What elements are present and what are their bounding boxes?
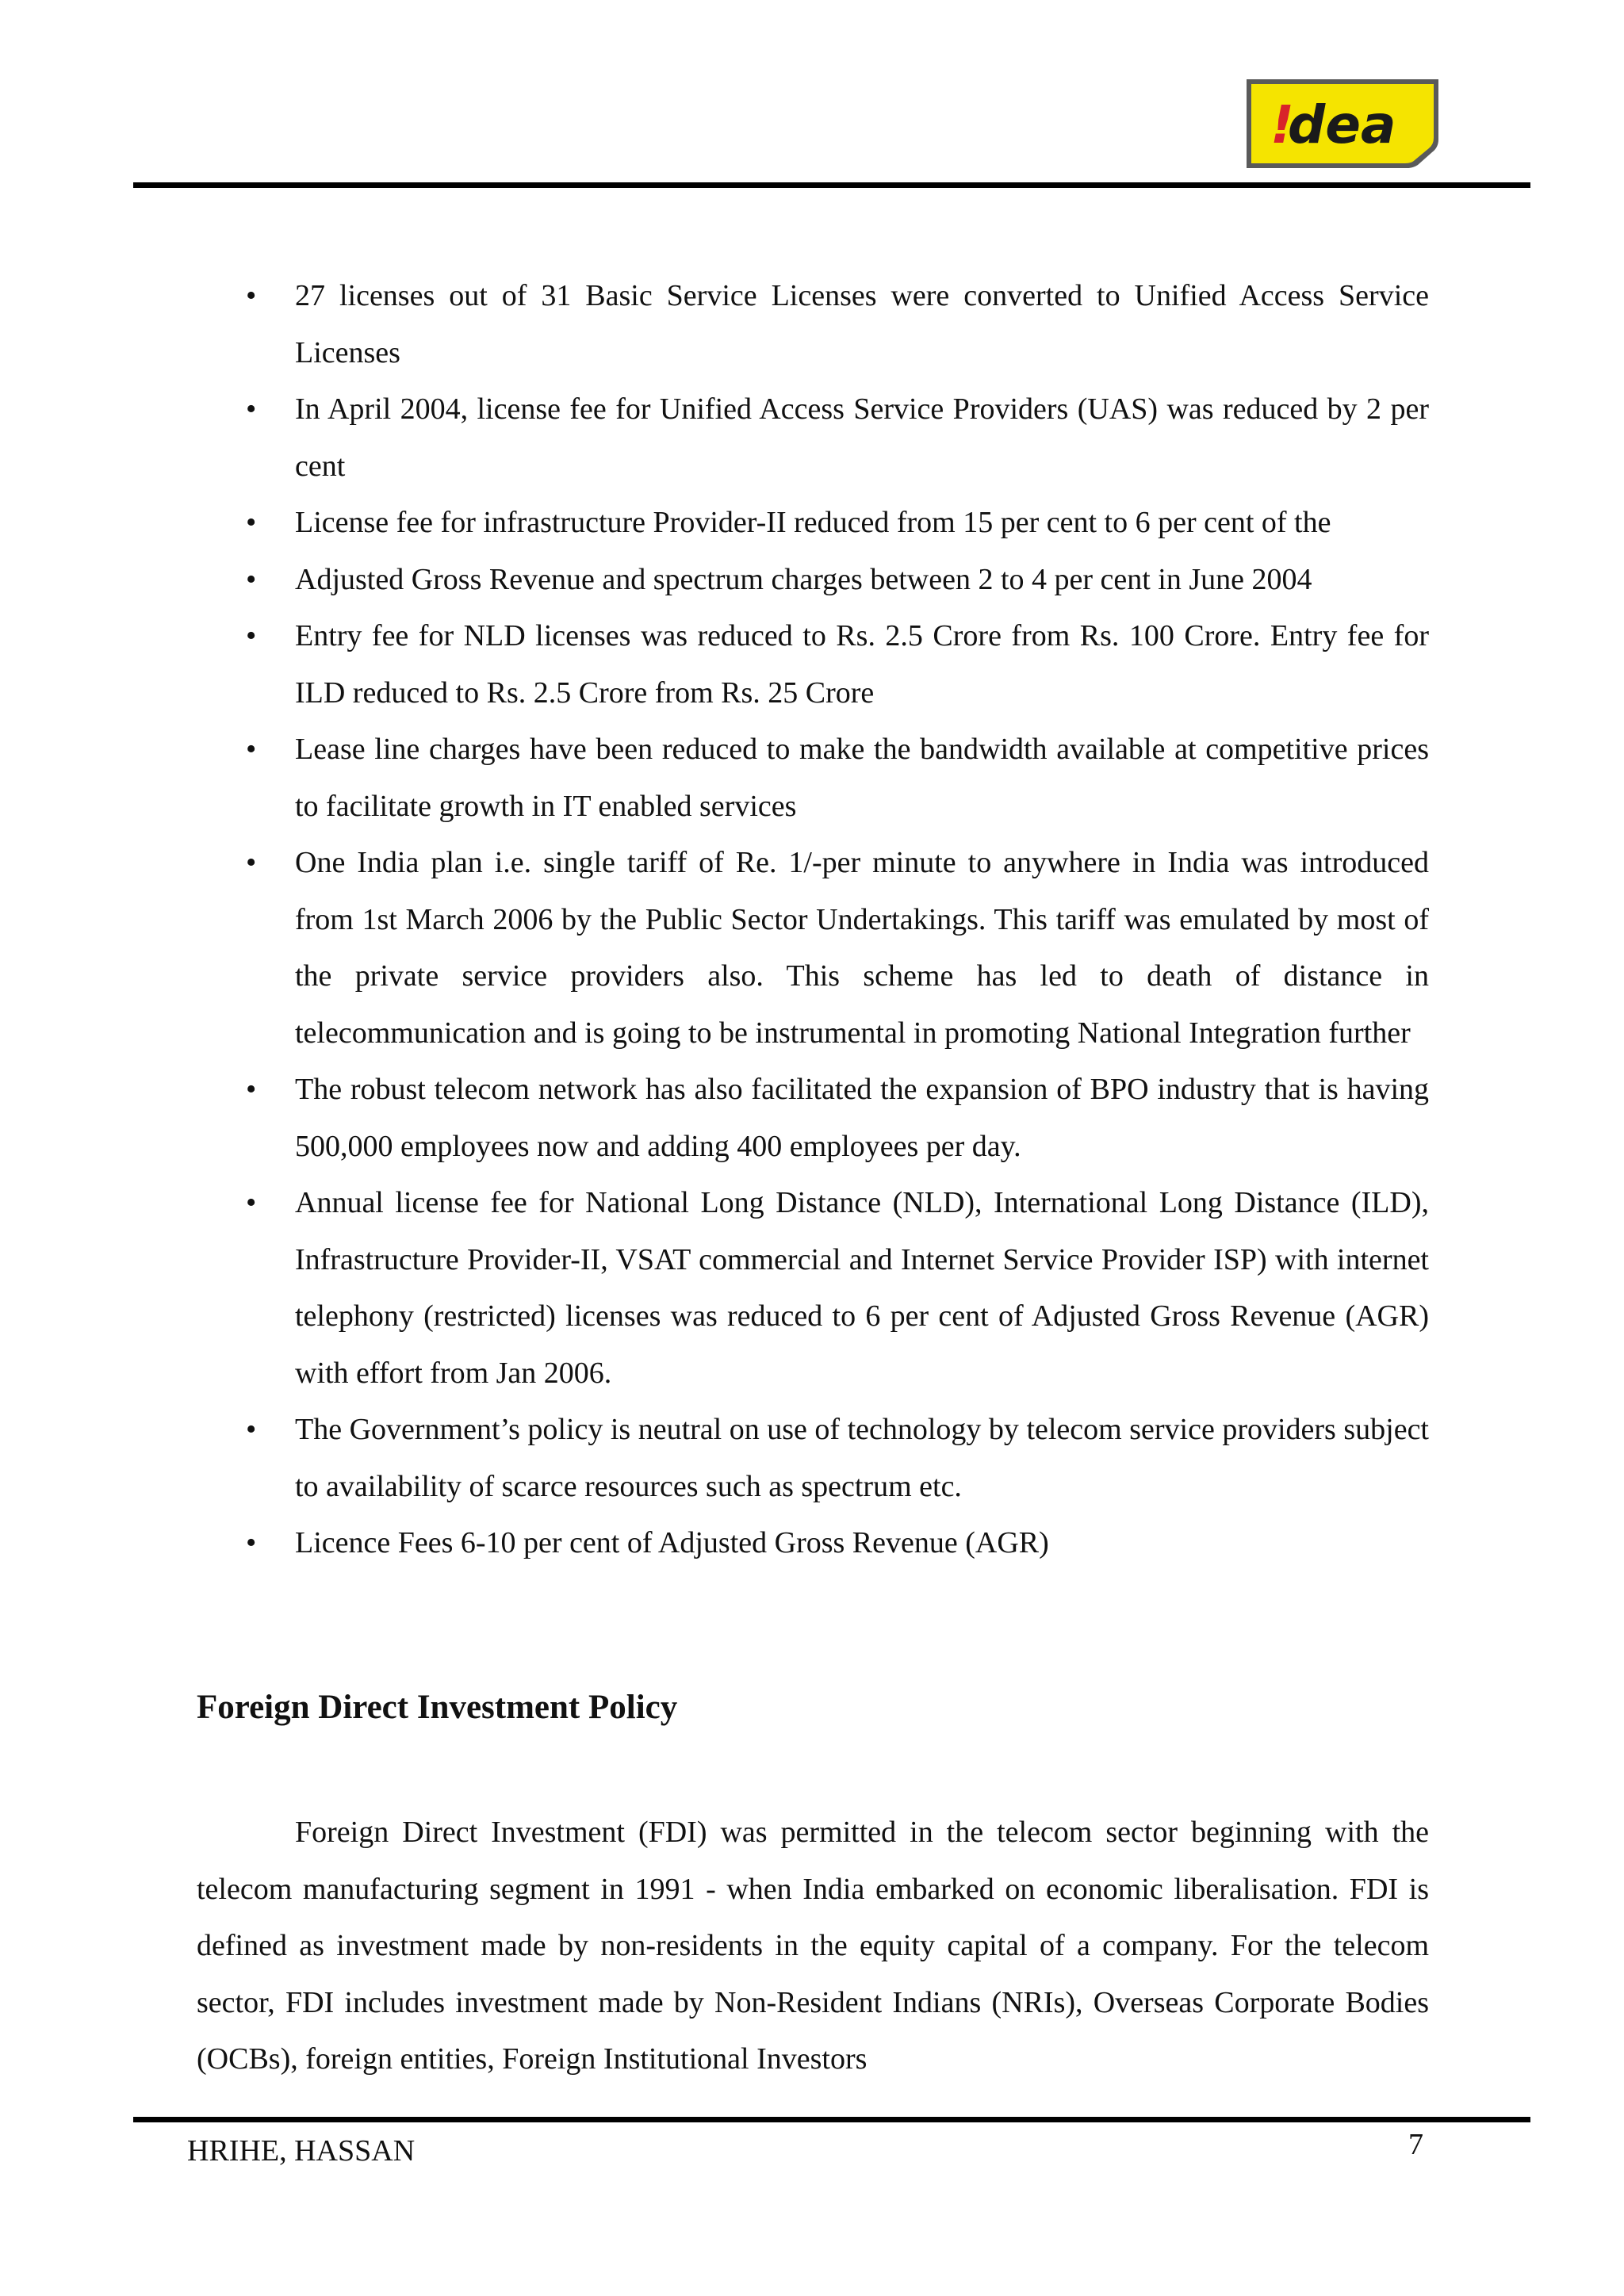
- idea-logo: [1239, 73, 1446, 174]
- fdi-paragraph: Foreign Direct Investment (FDI) was permitted in the telecom sector beginning with the telecom manufacturing segment in 1991 - when India embarked on economic liberalisation. FDI is defined as investment made by non-residents in the equity capital of a company. For the telecom sector, FDI includes investment made by Non-Resident Indians (NRIs), Overseas Corporate Bodies (OCBs), foreign entities, Foreign Institutional Investors: [197, 1816, 1429, 2076]
- bullet-marker: •: [246, 1413, 257, 1446]
- logo-exclamation: !: [1270, 94, 1295, 155]
- bullet-text: 27 licenses out of 31 Basic Service Licenses were converted to Unified Access Service Licenses: [295, 279, 1429, 369]
- bullet-item: [238, 1175, 1429, 1402]
- bullet-marker: •: [246, 1526, 257, 1559]
- bullet-text: The Government’s policy is neutral on use of technology by telecom service providers subject to availability of scarce resources such as spectrum etc.: [295, 1413, 1429, 1503]
- bullet-item: [238, 552, 1429, 609]
- bullet-text: Licence Fees 6-10 per cent of Adjusted Gross Revenue (AGR): [295, 1526, 1049, 1559]
- bullet-item: [238, 381, 1429, 495]
- bullet-item: [238, 608, 1429, 721]
- bullet-item: [238, 835, 1429, 1062]
- bullet-item: [238, 1402, 1429, 1515]
- idea-logo-graphic: [1239, 73, 1446, 174]
- bullet-text: Lease line charges have been reduced to make the bandwidth available at competitive prices to facilitate growth in IT enabled services: [295, 733, 1429, 823]
- policy-bullet-list: [238, 268, 1429, 1572]
- bullet-item: [238, 1062, 1429, 1175]
- bullet-item: [238, 268, 1429, 381]
- header-rule: [133, 182, 1530, 188]
- bullet-text: Adjusted Gross Revenue and spectrum charges between 2 to 4 per cent in June 2004: [295, 562, 1312, 596]
- bullet-marker: •: [246, 1073, 257, 1106]
- bullet-marker: •: [246, 279, 257, 312]
- bullet-item: [238, 495, 1429, 552]
- bullet-text: The robust telecom network has also facilitated the expansion of BPO industry that is having 500,000 employees now and adding 400 employees per day.: [295, 1073, 1429, 1163]
- section-heading: Foreign Direct Investment Policy: [197, 1689, 678, 1726]
- page-number: 7: [1408, 2128, 1423, 2161]
- bullet-marker: •: [246, 733, 257, 766]
- bullet-text: Annual license fee for National Long Distance (NLD), International Long Distance (ILD), Infrastructure Provider-II, VSAT commercial and Internet Service Provider ISP) with internet telephony (restricted) licenses was reduced to 6 per cent of Adjusted Gross Revenue (AGR) with effort from Jan 2006.: [295, 1186, 1429, 1390]
- bullet-text: Entry fee for NLD licenses was reduced to Rs. 2.5 Crore from Rs. 100 Crore. Entry fee for ILD reduced to Rs. 2.5 Crore from Rs. 25 Crore: [295, 619, 1429, 710]
- bullet-text: License fee for infrastructure Provider-II reduced from 15 per cent to 6 per cent of the: [295, 506, 1331, 539]
- bullet-marker: •: [246, 562, 257, 596]
- bullet-text: One India plan i.e. single tariff of Re. 1/-per minute to anywhere in India was introduced from 1st March 2006 by the Public Sector Undertakings. This tariff was emulated by most of the private service providers also. This scheme has led to death of distance in telecommunication and is going to be instrumental in promoting National Integration further: [295, 846, 1429, 1050]
- bullet-marker: •: [246, 619, 257, 652]
- bullet-marker: •: [246, 1186, 257, 1219]
- bullet-item: [238, 721, 1429, 835]
- bullet-text: In April 2004, license fee for Unified Access Service Providers (UAS) was reduced by 2 per cent: [295, 392, 1429, 483]
- bullet-marker: •: [246, 392, 257, 426]
- logo-wordmark: dea: [1288, 94, 1396, 155]
- footer-rule: [133, 2117, 1530, 2122]
- bullet-item: [238, 1515, 1429, 1572]
- bullet-marker: •: [246, 846, 257, 879]
- bullet-marker: •: [246, 506, 257, 539]
- footer-institution: HRIHE, HASSAN: [187, 2134, 416, 2168]
